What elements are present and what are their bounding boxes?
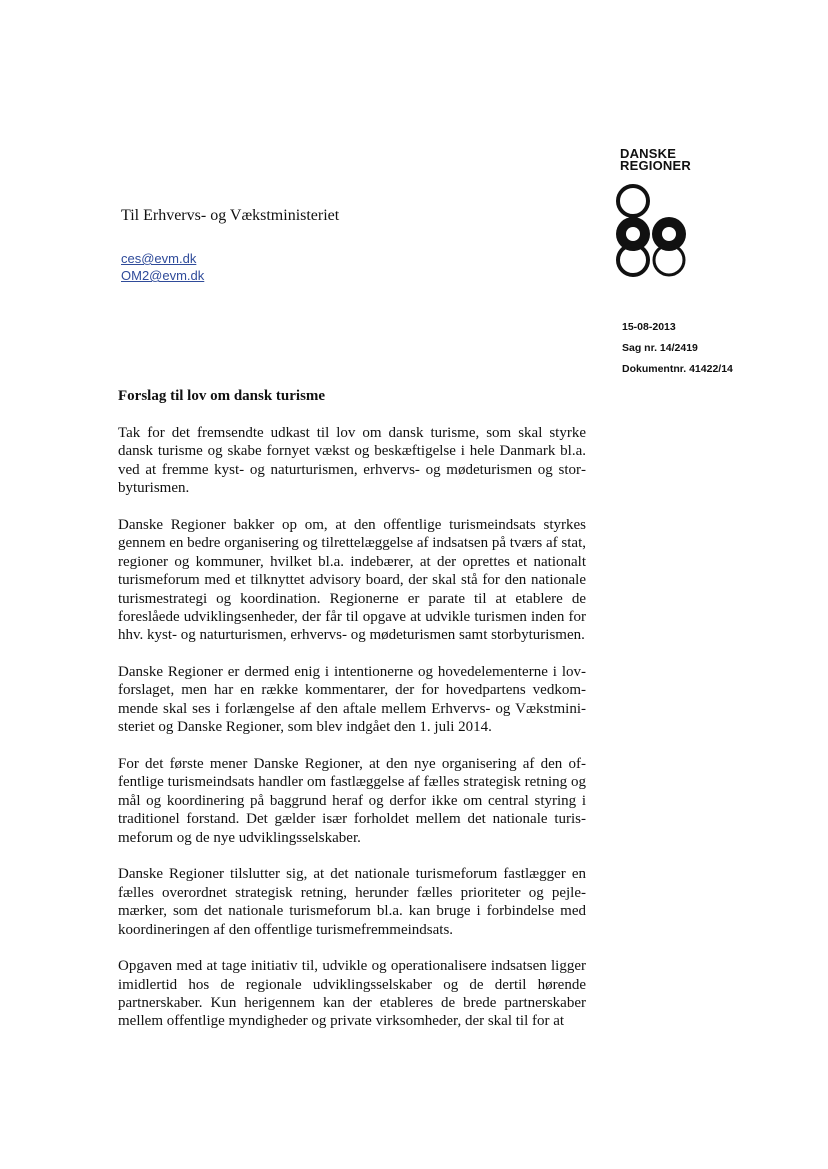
body-paragraph-5: Danske Regioner tilslutter sig, at det nationale turismeforum fastlægger en fælles overordnet strategisk retning, herunder fælles prioriteter og pejlemærker, som det nationale turismeforum bl.a. kan bruge i forbindelse med koordineringen af den offentlige turismefremmeindsats. <box>118 866 586 938</box>
body-paragraph-1: Tak for det fremsendte udkast til lov om dansk turisme, som skal styrke dansk turisme og skabe fornyet vækst og beskæftigelse i hele Danmark bl.a. ved at fremme kyst- og naturturismen, erhvervs- og mødeturismen og storbyturismen. <box>118 425 586 497</box>
email-link-1[interactable]: ces@evm.dk <box>121 251 197 266</box>
recipient-line: Til Erhvervs- og Vækstministeriet <box>121 207 340 224</box>
body-paragraph-3: Danske Regioner er dermed enig i intentionerne og hovedelementerne i lovforslaget, men har en række kommentarer, der for hovedpartens vedkommende skal ses i forlængelse af den aftale mellem Erhvervs- og Vækstministeriet og Danske Regioner, som blev indgået den 1. juli 2014. <box>118 664 586 736</box>
document-meta <box>622 317 733 380</box>
danske-regioner-logo-icon <box>614 182 690 278</box>
body-paragraph-4: For det første mener Danske Regioner, at den nye organisering af den offentlige turismeindsats handler om fastlæggelse af fælles strategisk retning og mål og koordinering på baggrund heraf og derfor ikke om central styring i traditionel forstand. Det gælder især forholdet mellem det nationale turismeforum og de nye udviklingsselskaber. <box>118 755 586 846</box>
document-number: Dokumentnr. 41422/14 <box>622 363 733 375</box>
letter-body <box>118 424 586 1049</box>
logo-line-1: DANSKE <box>620 146 677 161</box>
letter-subject: Forslag til lov om dansk turisme <box>118 388 326 404</box>
document-date: 15-08-2013 <box>622 321 676 333</box>
body-paragraph-2: Danske Regioner bakker op om, at den offentlige turismeindsats styrkes gennem en bedre organisering og tilrettelæggelse af indsatsen på tværs af stat, regioner og kommuner, hvilket bl.a. indebærer, at der oprettes et nationalt turismeforum med et tilknyttet advisory board, der skal stå for den nationale turismestrategi og koordination. Regionerne er parate til at etablere de foreslåede udviklingsenheder, der får til opgave at udvikle turismen inden for hhv. kyst- og naturturismen, erhvervs- og mødeturismen samt storbyturismen. <box>118 516 586 644</box>
organization-logo-text <box>620 148 691 172</box>
logo-line-2: REGIONER <box>620 158 691 173</box>
email-link-2[interactable]: OM2@evm.dk <box>121 268 205 283</box>
body-paragraph-6: Opgaven med at tage initiativ til, udvikle og operationalisere indsatsen ligger imidlertid hos de regionale udviklingsselskaber og de dertil hørende partnerskaber. Kun herigennem kan der etableres de brede partnerskaber mellem offentlige myndigheder og private virksomheder, der skal til for at <box>118 958 586 1030</box>
case-number: Sag nr. 14/2419 <box>622 342 698 354</box>
email-list <box>121 250 204 284</box>
